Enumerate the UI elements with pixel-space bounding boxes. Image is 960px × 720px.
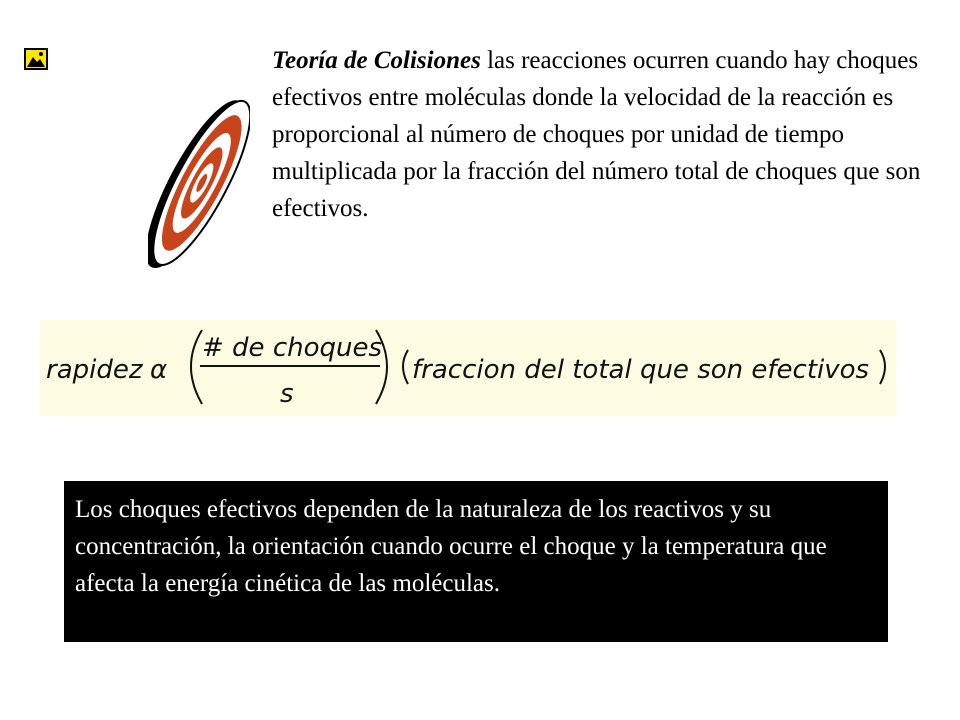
factor-left-paren [403, 350, 408, 384]
factor-right-paren [880, 350, 885, 384]
formula-denominator: s [280, 379, 294, 409]
note-box [64, 481, 888, 642]
formula-factor: fraccion del total que son efectivos [412, 355, 870, 385]
image-placeholder-icon [24, 48, 48, 70]
rate-formula [40, 320, 896, 416]
note-text: Los choques efectivos dependen de la naturaleza de los reactivos y su concentración, la orientación cuando ocurre el choque y la temperatura que afecta la energía cinética de las moléculas. [75, 496, 827, 597]
intro-paragraph [272, 42, 922, 227]
formula-relation: α [150, 355, 168, 385]
intro-text: las reacciones ocurren cuando hay choques efectivos entre moléculas donde la velocidad de la reacción es proporcional al número de choques por unidad de tiempo multiplicada por la fracción del número total de choques que son efectivos. [272, 47, 921, 222]
formula-lhs: rapidez [46, 355, 143, 385]
theory-term: Teoría de Colisiones [272, 47, 481, 74]
formula-numerator: # de choques [202, 333, 383, 363]
target-icon [148, 90, 250, 274]
